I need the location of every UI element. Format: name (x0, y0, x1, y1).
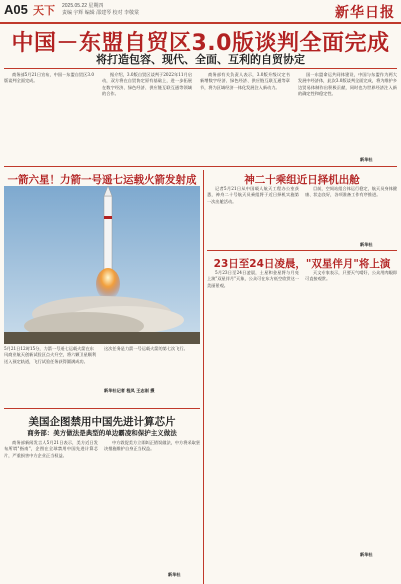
double-star-headline: 23日至24日凌晨，"双星伴月"将上演 (213, 258, 391, 270)
page-number: A05 (4, 2, 28, 17)
us-chip-column-2: 中方敦促美方立即纠正错误做法，中方将采取坚决措施维护自身正当权益。 (104, 440, 200, 452)
us-chip-signature: 新华社 (168, 572, 181, 577)
shenzhou-column-1: 记者5月21日从中国载人航天工程办公室获悉，神舟二十号航天员乘组将于近日择机实施第一次出舱活动。 (207, 186, 299, 204)
rocket-launch-image (4, 186, 200, 344)
double-star-column-2: 天文专家表示，只要天气晴好，公众用肉眼即可直接观赏。 (305, 270, 397, 282)
section-name: 天下 (33, 5, 55, 17)
rocket-headline: 一箭六星！力箭一号遥七运载火箭发射成 (7, 174, 197, 186)
lead-column-2: 据介绍，3.0版自贸区谈判于2022年11月启动，双方将在自贸协定原有基础上，进一步拓展在数字经济、绿色经济、供应链互联互通等领域的合作。 (102, 72, 192, 96)
shenzhou-column-2: 目前，空间站组合体运行稳定，航天员身体健康、状态良好，各项准备工作有序推进。 (305, 186, 397, 198)
lead-column-1: 商务部5月21日宣布，中国－东盟自贸区3.0版谈判全面完成。 (4, 72, 94, 84)
lead-column-3: 商务部有关负责人表示，3.0版升级议定书新增数字经济、绿色经济、供应链互联互通等章节，将为区域经济一体化发展注入新动力。 (200, 72, 290, 90)
issue-editors: 责编 宇辉 编辑 邵建琴 校对 李敬棠 (62, 10, 139, 16)
lead-subheadline: 将打造包容、现代、全面、互利的自贸协定 (96, 53, 305, 66)
newspaper-logo: 新华日报 (335, 5, 395, 21)
us-chip-headline: 美国企图禁用中国先进计算芯片 (28, 416, 176, 428)
rocket-signature: 新华社记者 程凤 王志刚 摄 (104, 388, 155, 393)
rocket-photo (4, 186, 200, 344)
issue-date: 2025.05.22 星期四 (62, 3, 104, 9)
lead-bottom-rule (4, 166, 397, 167)
us-chip-subheadline: 商务部：美方做法是典型的单边霸凌和保护主义做法 (27, 429, 177, 437)
lead-top-rule (4, 68, 397, 69)
us-chip-column-1: 商务部新闻发言人5月21日表示，美方近日发布所谓"指南"，企图在全球禁用中国先进计算芯片，严重损害中方企业正当权益。 (4, 440, 98, 458)
shenzhou-signature: 新华社 (360, 242, 373, 247)
lead-signature: 新华社 (360, 157, 373, 162)
double-star-column-1: 5月23日至24日凌晨，土星和金星将与月亮上演"双星伴月"天象，公众可在东方低空欣赏这一美丽景观。 (207, 270, 299, 288)
shenzhou-bottom-rule (207, 250, 397, 251)
lead-headline: 中国－东盟自贸区3.0版谈判全面完成 (11, 31, 390, 56)
double-star-signature: 新华社 (360, 552, 373, 557)
issue-meta (62, 3, 139, 17)
lead-column-4: 国一东盟命运共同体建设，中国与东盟作为两大发展中经济体，此次3.0版谈判全面完成，将为维护多边贸易体制作出积极贡献，同时也为世界经济注入新的确定性和稳定性。 (298, 72, 397, 96)
rocket-body: 这次任务是力箭一号运载火箭的第七次飞行。 (104, 346, 188, 351)
shenzhou-headline: 神二十乘组近日择机出舱 (244, 174, 360, 186)
rocket-caption: 5月21日12时15分，力箭一号遥七运载火箭在东风商业航天创新试验区点火升空，将六颗卫星顺利送入预定轨道，飞行试验任务获得圆满成功。 (4, 346, 97, 364)
us-top-rule (4, 408, 200, 409)
column-divider (203, 170, 204, 584)
